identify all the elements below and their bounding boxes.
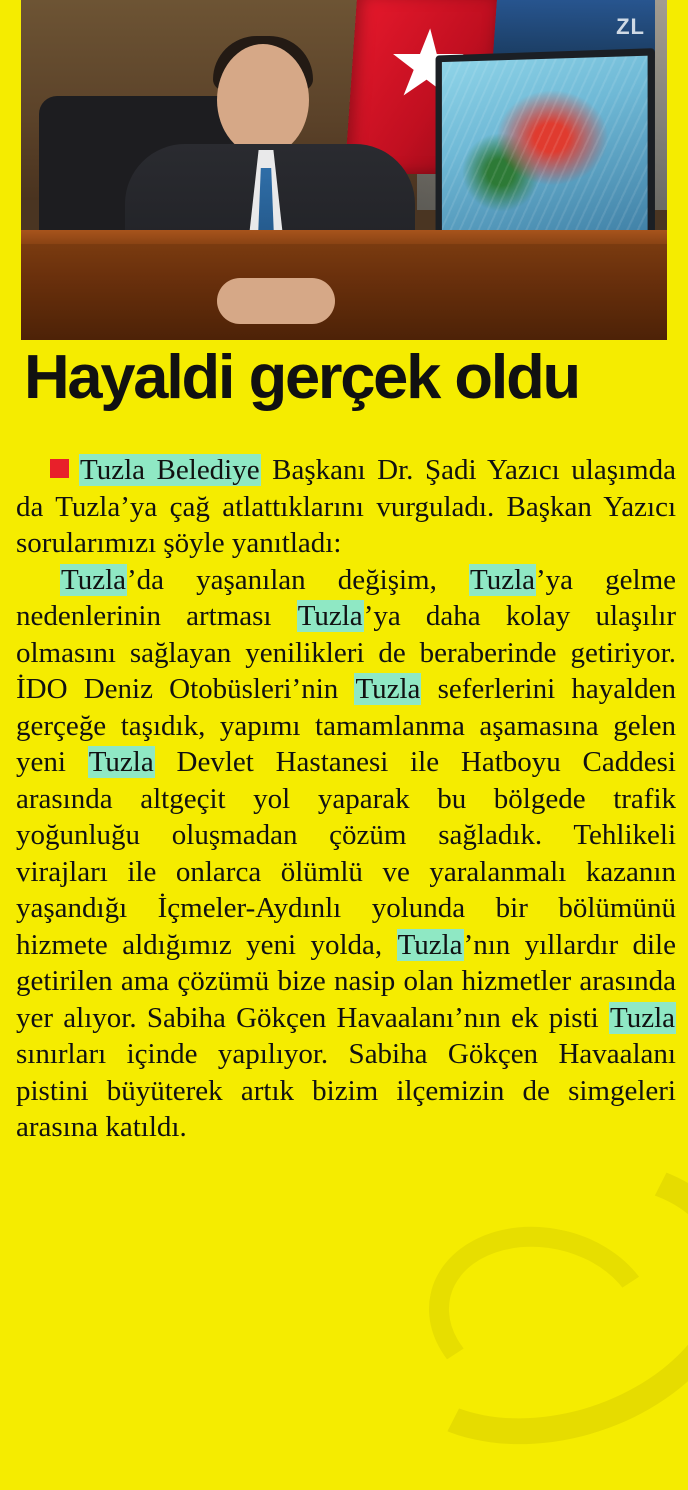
highlighted-term: Tuzla xyxy=(88,746,154,778)
text-run: ’ya gelme nedenlerinin artması xyxy=(16,563,677,632)
highlighted-term: Tuzla xyxy=(610,1001,675,1034)
highlighted-term: Tuzla xyxy=(470,563,535,596)
article-quote-paragraph xyxy=(16,562,676,1146)
photo-background xyxy=(21,0,667,340)
highlighted-term: Tuzla xyxy=(61,563,126,596)
background-swirl-decoration xyxy=(333,1114,688,1490)
desk xyxy=(21,244,667,340)
lead-text xyxy=(16,454,676,559)
text-run: ’ya daha kolay ulaşılır olmasını sağlayan yenilikleri de beraberinde getiriyor. İDO Deniz Otobüsleri’nin xyxy=(16,600,676,705)
person-head xyxy=(217,44,309,156)
text-run: seferlerini hayalden gerçeğe taşıdık, yapımı tamamlanma aşamasına gelen yeni xyxy=(16,673,676,778)
highlighted-term: Tuzla Belediye xyxy=(80,454,260,486)
highlighted-term: Tuzla xyxy=(297,600,363,632)
desk-edge xyxy=(21,230,667,244)
body-text xyxy=(16,564,676,1144)
background-swirl-decoration-2 xyxy=(412,1206,674,1430)
text-run: Devlet Hastanesi ile Hatboyu Caddesi arasında altgeçit yol yaparak bu bölgede trafik yoğunluğu oluşmadan çözüm sağladık. Tehlikeli virajları ile onlarca ölümlü ve yaralanmalı kazanın yaşandığı İçmeler-Aydınlı yolunda bir bölümünü hizmete aldığımız yeni yolda, xyxy=(16,746,676,961)
text-run: Başkanı Dr. Şadi Yazıcı ulaşımda da Tuzla’ya çağ atlattıklarını vurguladı. Başkan Yazıcı sorularımızı şöyle yanıtladı: xyxy=(16,454,676,559)
headline: Hayaldi gerçek oldu xyxy=(24,343,579,412)
desk-monitor xyxy=(436,48,655,245)
highlighted-term: Tuzla xyxy=(397,928,463,961)
text-run: sınırları içinde yapılıyor. Sabiha Gökçen Havaalanı pistini büyüterek artık bizim ilçemizin de simgeleri arasına katıldı. xyxy=(16,1038,676,1143)
text-run: ’nın yıllardır dile getirilen ama çözümü bize nasip olan hizmetler arasında yer alıyor. Sabiha Gökçen Havaalanı’nın ek pisti xyxy=(16,928,676,1034)
article-body xyxy=(16,452,676,1146)
backdrop-banner-text: ZL xyxy=(616,14,645,39)
highlighted-term: Tuzla xyxy=(355,673,421,705)
article-photo xyxy=(21,0,667,340)
article-lead-paragraph xyxy=(16,452,676,562)
text-run: ’da yaşanılan değişim, xyxy=(127,563,469,596)
monitor-screen xyxy=(442,56,648,238)
red-square-bullet-icon xyxy=(50,459,69,478)
person-hands xyxy=(217,278,335,324)
